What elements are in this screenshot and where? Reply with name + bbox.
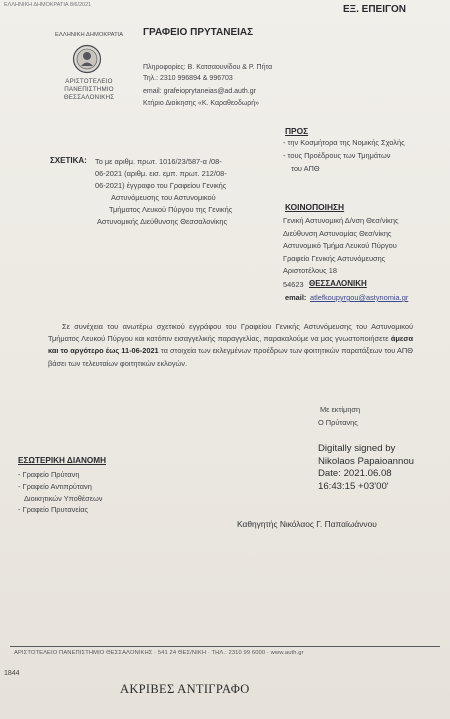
top-margin-text: ΕΛΛΗΝΙΚΗ ΔΗΜΟΚΡΑΤΙΑ 8/6/2021 [4,2,92,8]
to-line: - τους Προέδρους των Τμημάτων [283,151,391,160]
contact-info: Πληροφορίες: Β. Κατσαουνίδου & Ρ. Πήτα [143,64,273,71]
certified-copy-stamp: ΑΚΡΙΒΕΣ ΑΝΤΙΓΡΑΦΟ [120,682,250,696]
body-paragraph: Σε συνέχεια του ανωτέρω σχετικού εγγράφου του Γραφείου Γενικής Αστυνόμευσης του Αστυνομικού Τμήματος Λευκού Πύργου και κατόπιν εισαγγελικής παραγγελίας, παρακαλούμε να μας γνωστοποιήσετε άμεσα και το αργότερο έως 11-06-2021 τα στοιχεία των εκλεγμένων προέδρων των φοιτητικών παρατάξεων του ΑΠΘ βάσει των τελευταίων φοιτητικών εκλογών. [48,322,413,368]
republic-text: ΕΛΛΗΝΙΚΗ ΔΗΜΟΚΡΑΤΙΑ [55,32,124,38]
urgency-label: ΕΞ. ΕΠΕΙΓΟΝ [343,4,407,15]
document-number: 1844 [4,670,20,677]
digital-signature: Digitally signed by Nikolaos Papaioannou Date: 2021.06.08 16:43:15 +03'00' [318,443,415,492]
internal-title: ΕΣΩΤΕΡΙΚΗ ΔΙΑΝΟΜΗ [18,456,107,465]
closing-title: Ο Πρύτανης [318,418,358,427]
signatory-name: Καθηγητής Νικόλαος Γ. Παπαϊωάννου [237,519,377,529]
internal-list: - Γραφείο Πρύτανη - Γραφείο Αντιπρύτανη Διοικητικών Υποθέσεων - Γραφείο Πρυτανείας [18,470,103,515]
university-name: ΑΡΙΣΤΟΤΕΛΕΙΟ ΠΑΝΕΠΙΣΤΗΜΙΟ ΘΕΣΣΑΛΟΝΙΚΗΣ [63,78,115,102]
university-seal-icon [72,44,102,74]
contact-building: Κτήριο Διοίκησης «Κ. Καραθεοδωρή» [143,100,260,107]
subject-text: Το με αριθμ. πρωτ. 1016/23/587-α /08- 06-2021 (αριθμ. εισ. εμπ. πρωτ. 212/08- 06-2021) έγγραφο του Γραφείου Γενικής Αστυνόμευσης του Αστυνομικού Τμήματος Λευκού Πύργου της Γενικής Αστυνομικής Διεύθυνσης Θεσσαλονίκης [95,157,233,226]
subject-label: ΣΧΕΤΙΚΑ: [50,156,87,165]
office-title: ΓΡΑΦΕΙΟ ΠΡΥΤΑΝΕΙΑΣ [143,27,254,38]
police-email-link[interactable]: atlefkoupyrgou@astynomia.gr [310,293,409,302]
to-title: ΠΡΟΣ [285,126,309,136]
email-label: email: [285,293,307,302]
footer-rule [10,646,440,647]
cc-title: ΚΟΙΝΟΠΟΙΗΣΗ [285,202,345,212]
contact-email: email: grafeioprytaneias@ad.auth.gr [143,88,256,95]
postal-code: 54623 [283,280,304,289]
to-line: - την Κοσμήτορα της Νομικής Σχολής [283,138,405,147]
closing-regards: Με εκτίμηση [320,405,361,414]
city-name: ΘΕΣΣΑΛΟΝΙΚΗ [309,279,367,288]
to-line: του ΑΠΘ [291,164,320,173]
contact-phone: Τηλ.: 2310 996894 & 996703 [143,75,233,82]
footer-text: ΑΡΙΣΤΟΤΕΛΕΙΟ ΠΑΝΕΠΙΣΤΗΜΙΟ ΘΕΣΣΑΛΟΝΙΚΗΣ · 541 24 ΘΕΣ/ΝΙΚΗ · ΤΗΛ.: 2310 99 6000 · www.auth.gr [14,650,304,656]
cc-list: Γενική Αστυνομική Δ/νση Θεσ/νίκης Διεύθυνση Αστυνομίας Θεσ/νίκης Αστυνομικό Τμήμα Λευκού Πύργου Γραφείο Γενικής Αστυνόμευσης Αριστοτέλους 18 [283,216,399,276]
